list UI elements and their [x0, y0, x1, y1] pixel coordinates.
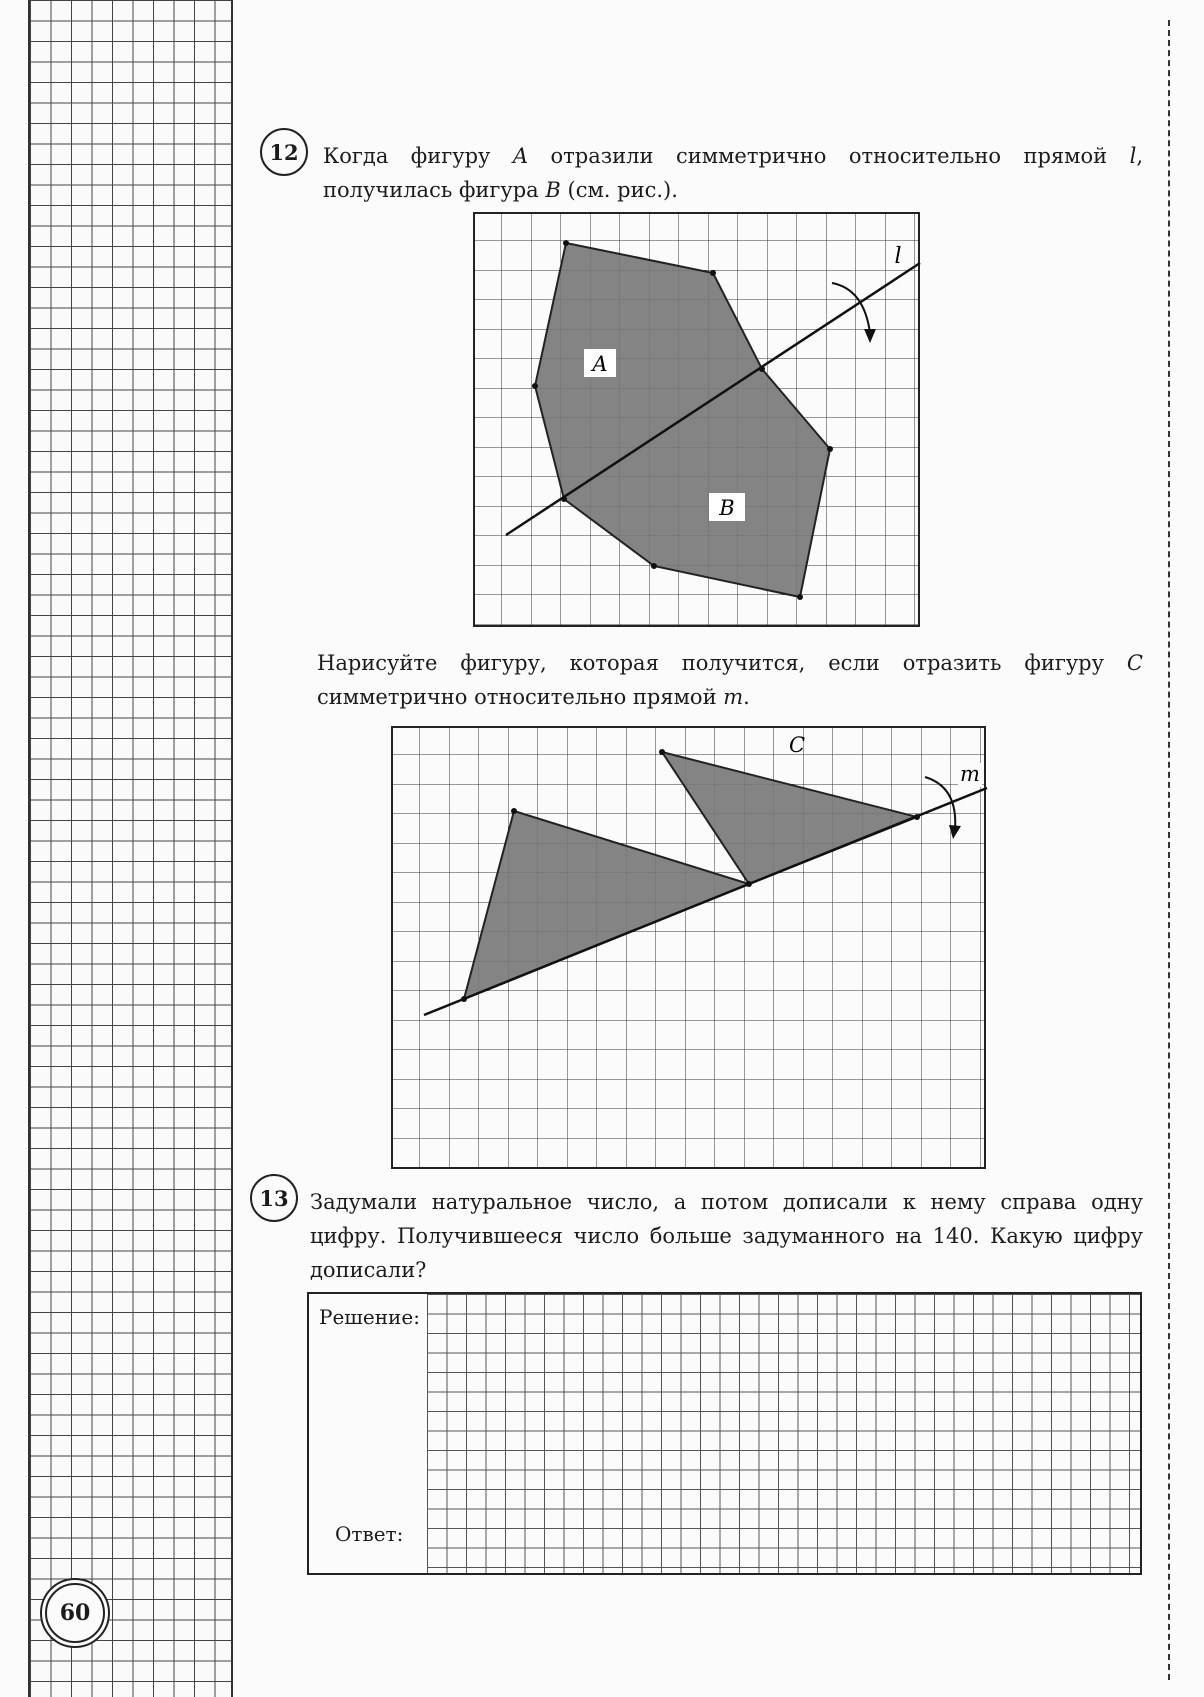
question-12-text	[323, 139, 1143, 207]
text-segment: Нарисуйте фигуру, которая получится, если отразить фигуру	[317, 651, 1127, 675]
line-m-label: m	[960, 762, 980, 786]
question-number-label: 12	[269, 139, 299, 165]
page-number	[40, 1578, 110, 1648]
text-segment: Когда фигуру	[323, 144, 513, 168]
line-name: m	[723, 685, 744, 709]
line-l-label: l	[894, 244, 902, 269]
solution-label: Решение:	[315, 1305, 424, 1329]
text-segment: симметрично относительно прямой	[317, 685, 724, 709]
label-a: A	[592, 352, 608, 376]
text-segment: отразили симметрично относительно прямой	[528, 144, 1130, 168]
cut-line	[1168, 20, 1170, 1680]
question-number-12	[260, 128, 308, 176]
question-number-13	[250, 1174, 298, 1222]
label-c: C	[788, 733, 806, 757]
text-segment: (см. рис.).	[560, 178, 678, 202]
page-number-label: 60	[59, 1600, 91, 1626]
answer-label: Ответ:	[331, 1522, 407, 1546]
question-number-label: 13	[259, 1185, 289, 1211]
solution-grid[interactable]	[427, 1294, 1140, 1573]
reflection-example-figure	[472, 211, 922, 629]
text-segment: .	[743, 685, 750, 709]
page-number-circle	[45, 1583, 105, 1643]
question-13-text: Задумали натуральное число, а потом дописали к нему справа одну цифру. Получившееся число больше задуманного на 140. Какую цифру дописали?	[310, 1190, 1143, 1282]
line-name: l	[1129, 144, 1137, 168]
figure-name: A	[512, 144, 529, 168]
reflection-task-figure[interactable]	[390, 725, 988, 1171]
label-b: B	[719, 496, 735, 520]
margin-grid	[28, 0, 233, 1697]
figure-name: C	[1126, 651, 1143, 675]
text-segment: , получилась фигура	[323, 144, 1143, 202]
question-12-task	[317, 646, 1143, 714]
figure-name: B	[545, 178, 561, 202]
solution-box[interactable]	[307, 1292, 1142, 1575]
